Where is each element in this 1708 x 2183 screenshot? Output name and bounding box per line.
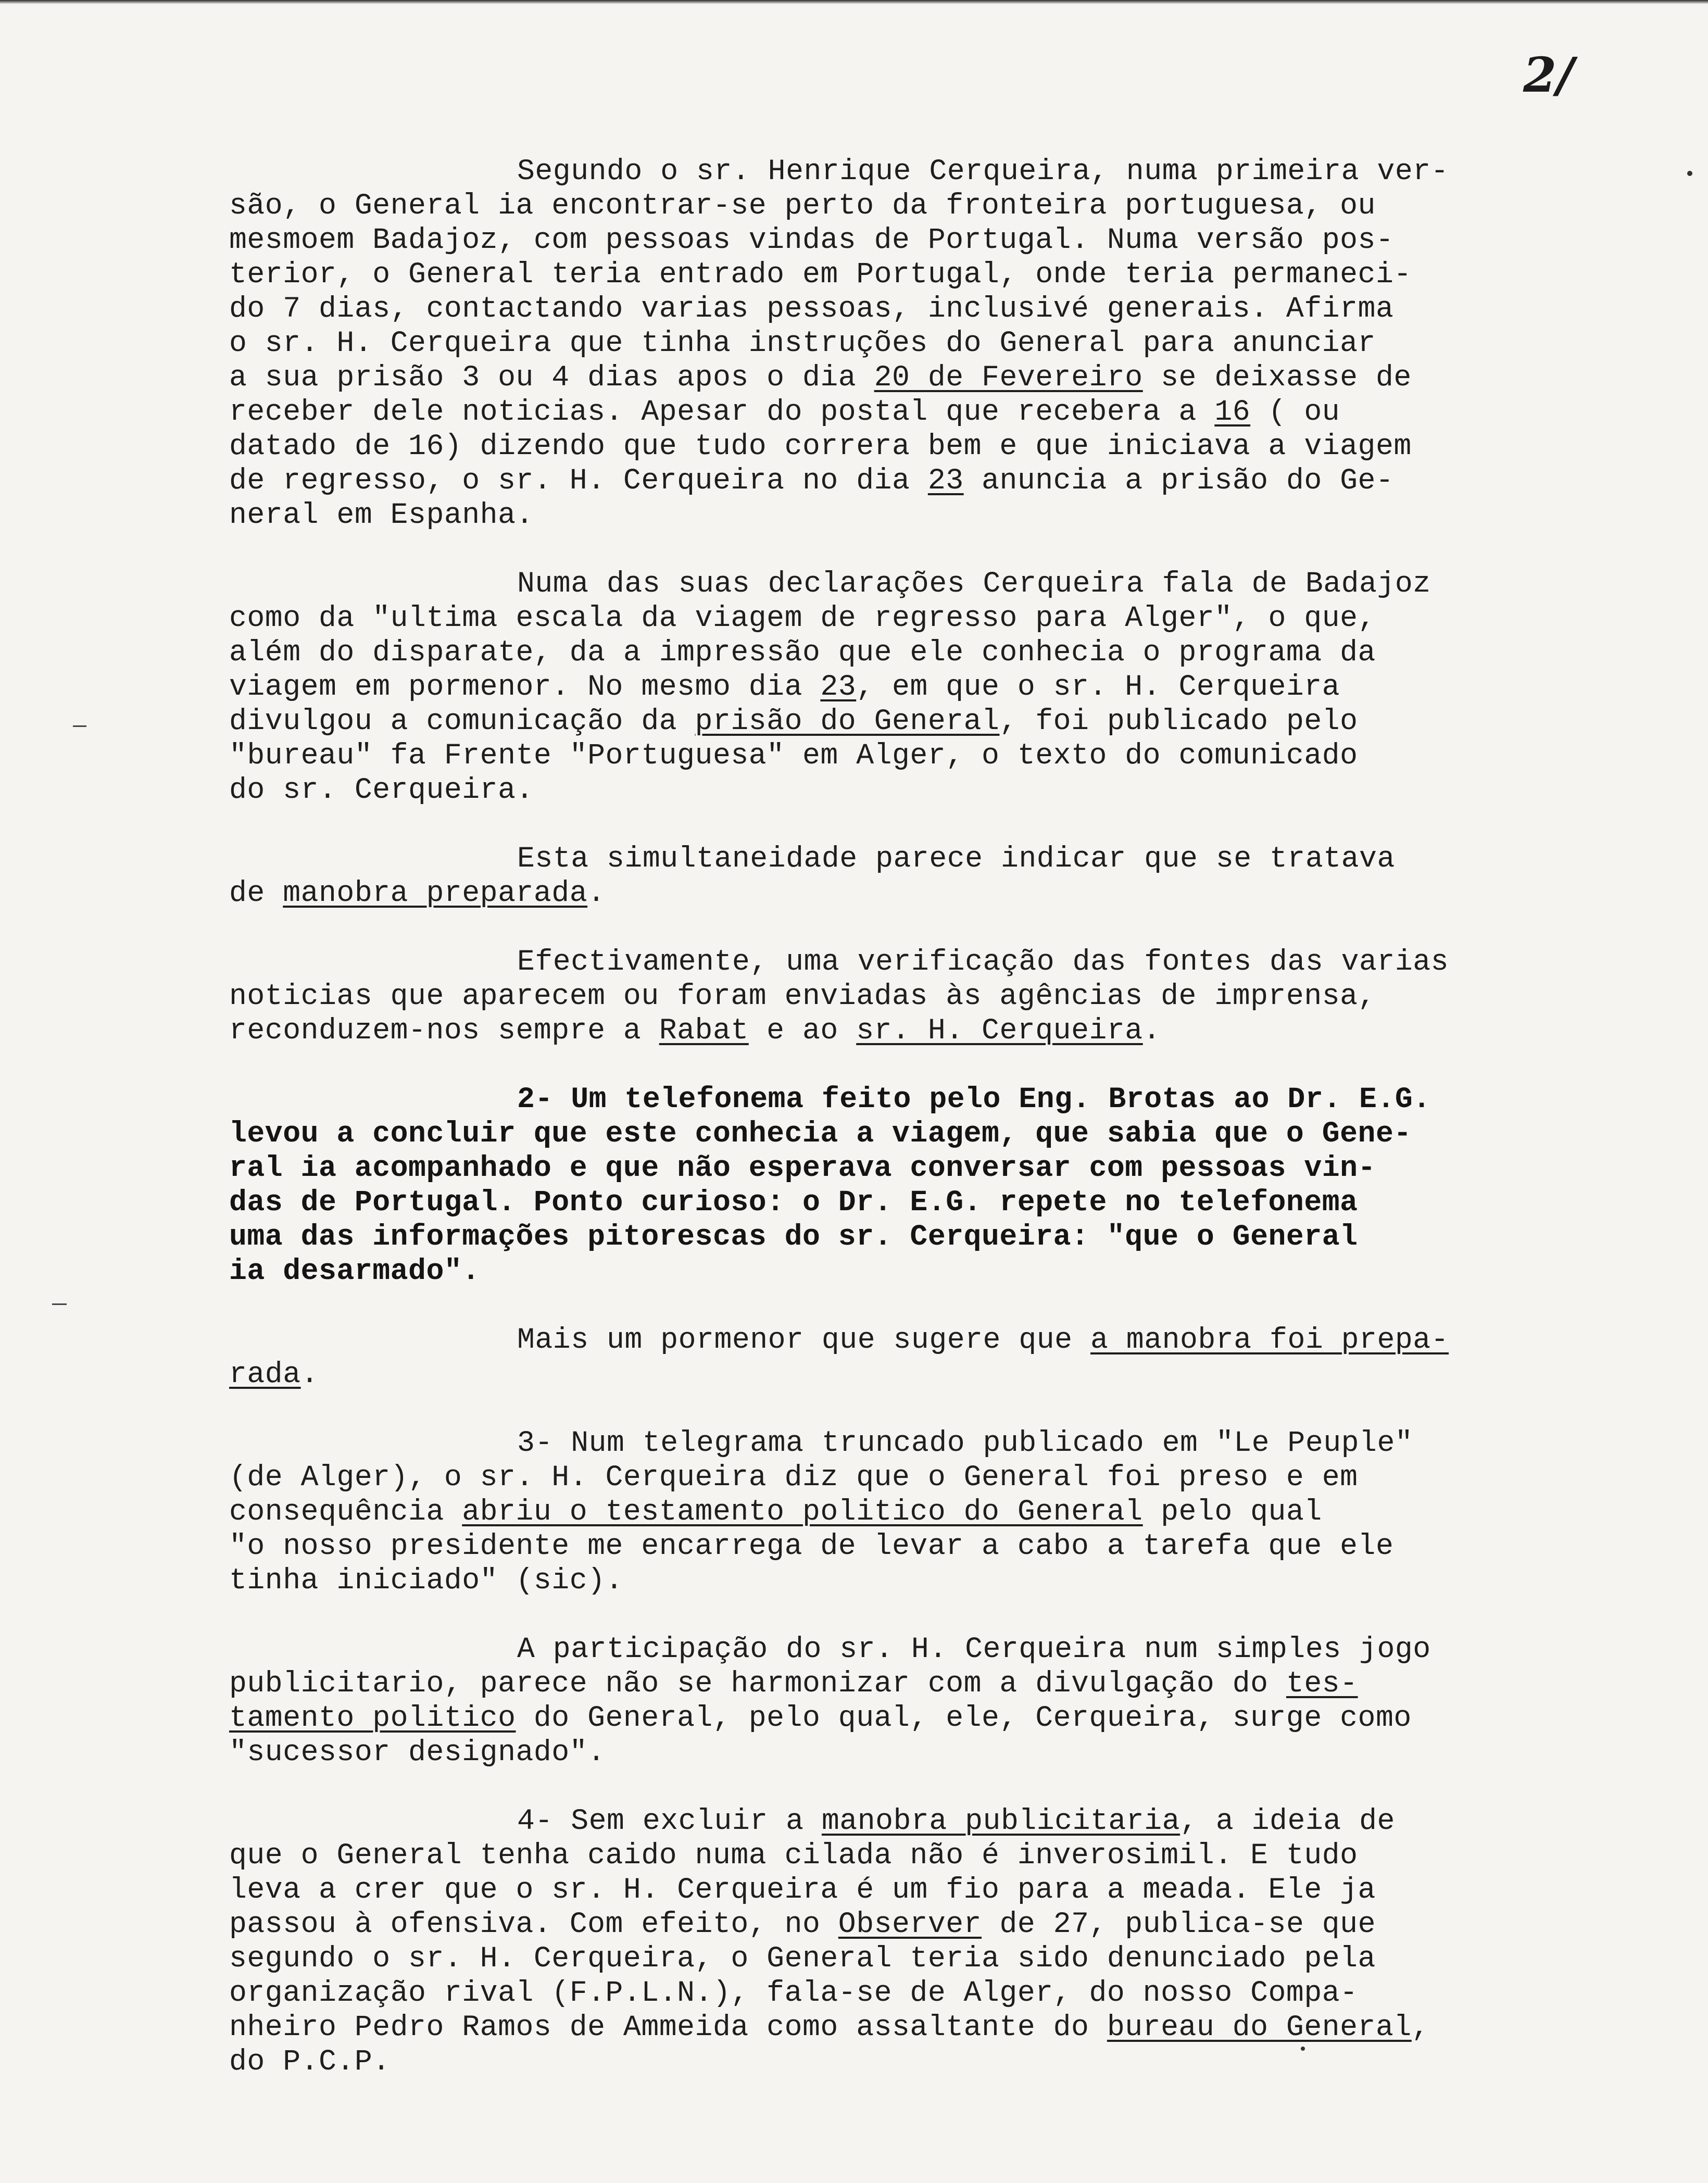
text-line: (de Alger), o sr. H. Cerqueira diz que o General foi preso e em (229, 1461, 1358, 1494)
text-line: o sr. H. Cerqueira que tinha instruções do General para anunciar (229, 327, 1376, 360)
paragraph (229, 1323, 1599, 1391)
paragraph (229, 842, 1599, 910)
scan-speck (1687, 171, 1692, 176)
text-line: do sr. Cerqueira. (229, 773, 534, 807)
scan-edge (0, 0, 1708, 4)
underlined-phrase: abriu o testamento politico do General (462, 1495, 1143, 1528)
underlined-phrase: tes- (1286, 1667, 1358, 1700)
text-line: 2- Um telefonema feito pelo Eng. Brotas ao Dr. E.G. (517, 1083, 1431, 1116)
paragraph (229, 567, 1599, 807)
text-line: de manobra preparada. (229, 876, 606, 910)
text-line: mesmoem Badajoz, com pessoas vindas de Portugal. Numa versão pos- (229, 223, 1394, 257)
text-line: Mais um pormenor que sugere que a manobra foi prepa- (517, 1323, 1449, 1357)
text-line: são, o General ia encontrar-se perto da fronteira portuguesa, ou (229, 189, 1376, 222)
text-line: a sua prisão 3 ou 4 dias apos o dia 20 de Fevereiro se deixasse de (229, 361, 1412, 394)
text-line: segundo o sr. H. Cerqueira, o General teria sido denunciado pela (229, 1942, 1376, 1975)
text-line: datado de 16) dizendo que tudo correra bem e que iniciava a viagem (229, 430, 1412, 463)
paragraph (229, 1804, 1599, 2079)
underlined-phrase: tamento politico (229, 1701, 516, 1735)
text-line: receber dele noticias. Apesar do postal que recebera a 16 ( ou (229, 395, 1340, 429)
text-line: Esta simultaneidade parece indicar que se tratava (517, 842, 1395, 875)
text-line: reconduzem-nos sempre a Rabat e ao sr. H. Cerqueira. (229, 1014, 1161, 1047)
text-line: "o nosso presidente me encarrega de levar a cabo a tarefa que ele (229, 1529, 1394, 1563)
text-line: levou a concluir que este conhecia a viagem, que sabia que o Gene- (229, 1117, 1412, 1150)
document-body (229, 154, 1599, 2113)
paragraph (229, 154, 1599, 532)
underlined-phrase: prisão do General (695, 705, 1000, 738)
underlined-phrase: sr. H. Cerqueira (856, 1014, 1143, 1047)
underlined-phrase: 16 (1214, 395, 1251, 429)
text-line: ral ia acompanhado e que não esperava conversar com pessoas vin- (229, 1151, 1376, 1185)
text-line: A participação do sr. H. Cerqueira num simples jogo (517, 1633, 1431, 1666)
text-line: divulgou a comunicação da prisão do General, foi publicado pelo (229, 705, 1358, 738)
scan-mark (73, 725, 86, 727)
text-line: uma das informações pitorescas do sr. Cerqueira: "que o General (229, 1220, 1358, 1253)
paragraph (229, 1082, 1599, 1288)
text-line: Segundo o sr. Henrique Cerqueira, numa primeira ver- (517, 155, 1449, 188)
underlined-phrase: manobra preparada (283, 876, 588, 910)
paragraph (229, 945, 1599, 1048)
text-line: publicitario, parece não se harmonizar com a divulgação do tes- (229, 1667, 1358, 1700)
text-line: organização rival (F.P.L.N.), fala-se de Alger, do nosso Compa- (229, 1976, 1358, 2010)
underlined-phrase: Rabat (659, 1014, 749, 1047)
paragraph (229, 1426, 1599, 1598)
underlined-phrase: Observer (838, 1908, 982, 1941)
scan-speck (1301, 2047, 1305, 2051)
text-line: neral em Espanha. (229, 498, 534, 532)
text-line: tamento politico do General, pelo qual, ele, Cerqueira, surge como (229, 1701, 1412, 1735)
text-line: noticias que aparecem ou foram enviadas às agências de imprensa, (229, 980, 1376, 1013)
underlined-phrase: 23 (927, 464, 964, 497)
text-line: como da "ultima escala da viagem de regresso para Alger", o que, (229, 601, 1376, 635)
text-line: "sucessor designado". (229, 1736, 606, 1769)
text-line: "bureau" fa Frente "Portuguesa" em Alger, o texto do comunicado (229, 739, 1358, 772)
text-line: tinha iniciado" (sic). (229, 1564, 623, 1597)
text-line: do P.C.P. (229, 2045, 391, 2078)
text-line: 4- Sem excluir a manobra publicitaria, a ideia de (517, 1804, 1395, 1838)
paragraph (229, 1632, 1599, 1770)
underlined-phrase: bureau do General (1107, 2011, 1412, 2044)
page-number: 2/ (1523, 47, 1574, 103)
text-line: rada. (229, 1358, 319, 1391)
text-line: das de Portugal. Ponto curioso: o Dr. E.G. repete no telefonema (229, 1186, 1358, 1219)
text-line: viagem em pormenor. No mesmo dia 23, em que o sr. H. Cerqueira (229, 670, 1340, 704)
text-line: de regresso, o sr. H. Cerqueira no dia 23 anuncia a prisão do Ge- (229, 464, 1394, 497)
underlined-phrase: manobra publicitaria (821, 1804, 1180, 1838)
text-line: terior, o General teria entrado em Portugal, onde teria permaneci- (229, 258, 1412, 291)
text-line: que o General tenha caido numa cilada não é inverosimil. E tudo (229, 1839, 1358, 1872)
underlined-phrase: rada (229, 1358, 301, 1391)
text-line: Efectivamente, uma verificação das fontes das varias (517, 945, 1449, 978)
text-line: além do disparate, da a impressão que ele conhecia o programa da (229, 636, 1376, 669)
text-line: consequência abriu o testamento politico do General pelo qual (229, 1495, 1322, 1528)
text-line: leva a crer que o sr. H. Cerqueira é um fio para a meada. Ele ja (229, 1873, 1376, 1906)
text-line: Numa das suas declarações Cerqueira fala de Badajoz (517, 567, 1431, 600)
text-line: do 7 dias, contactando varias pessoas, inclusivé generais. Afirma (229, 292, 1394, 325)
underlined-phrase: 20 de Fevereiro (874, 361, 1143, 394)
underlined-phrase: a manobra foi prepa- (1090, 1323, 1449, 1357)
scan-mark (52, 1303, 67, 1305)
text-line: passou à ofensiva. Com efeito, no Observer de 27, publica-se que (229, 1908, 1376, 1941)
text-line: nheiro Pedro Ramos de Ammeida como assaltante do bureau do General, (229, 2011, 1430, 2044)
underlined-phrase: 23 (820, 670, 857, 704)
text-line: ia desarmado". (229, 1254, 480, 1288)
text-line: 3- Num telegrama truncado publicado em "Le Peuple" (517, 1426, 1413, 1460)
